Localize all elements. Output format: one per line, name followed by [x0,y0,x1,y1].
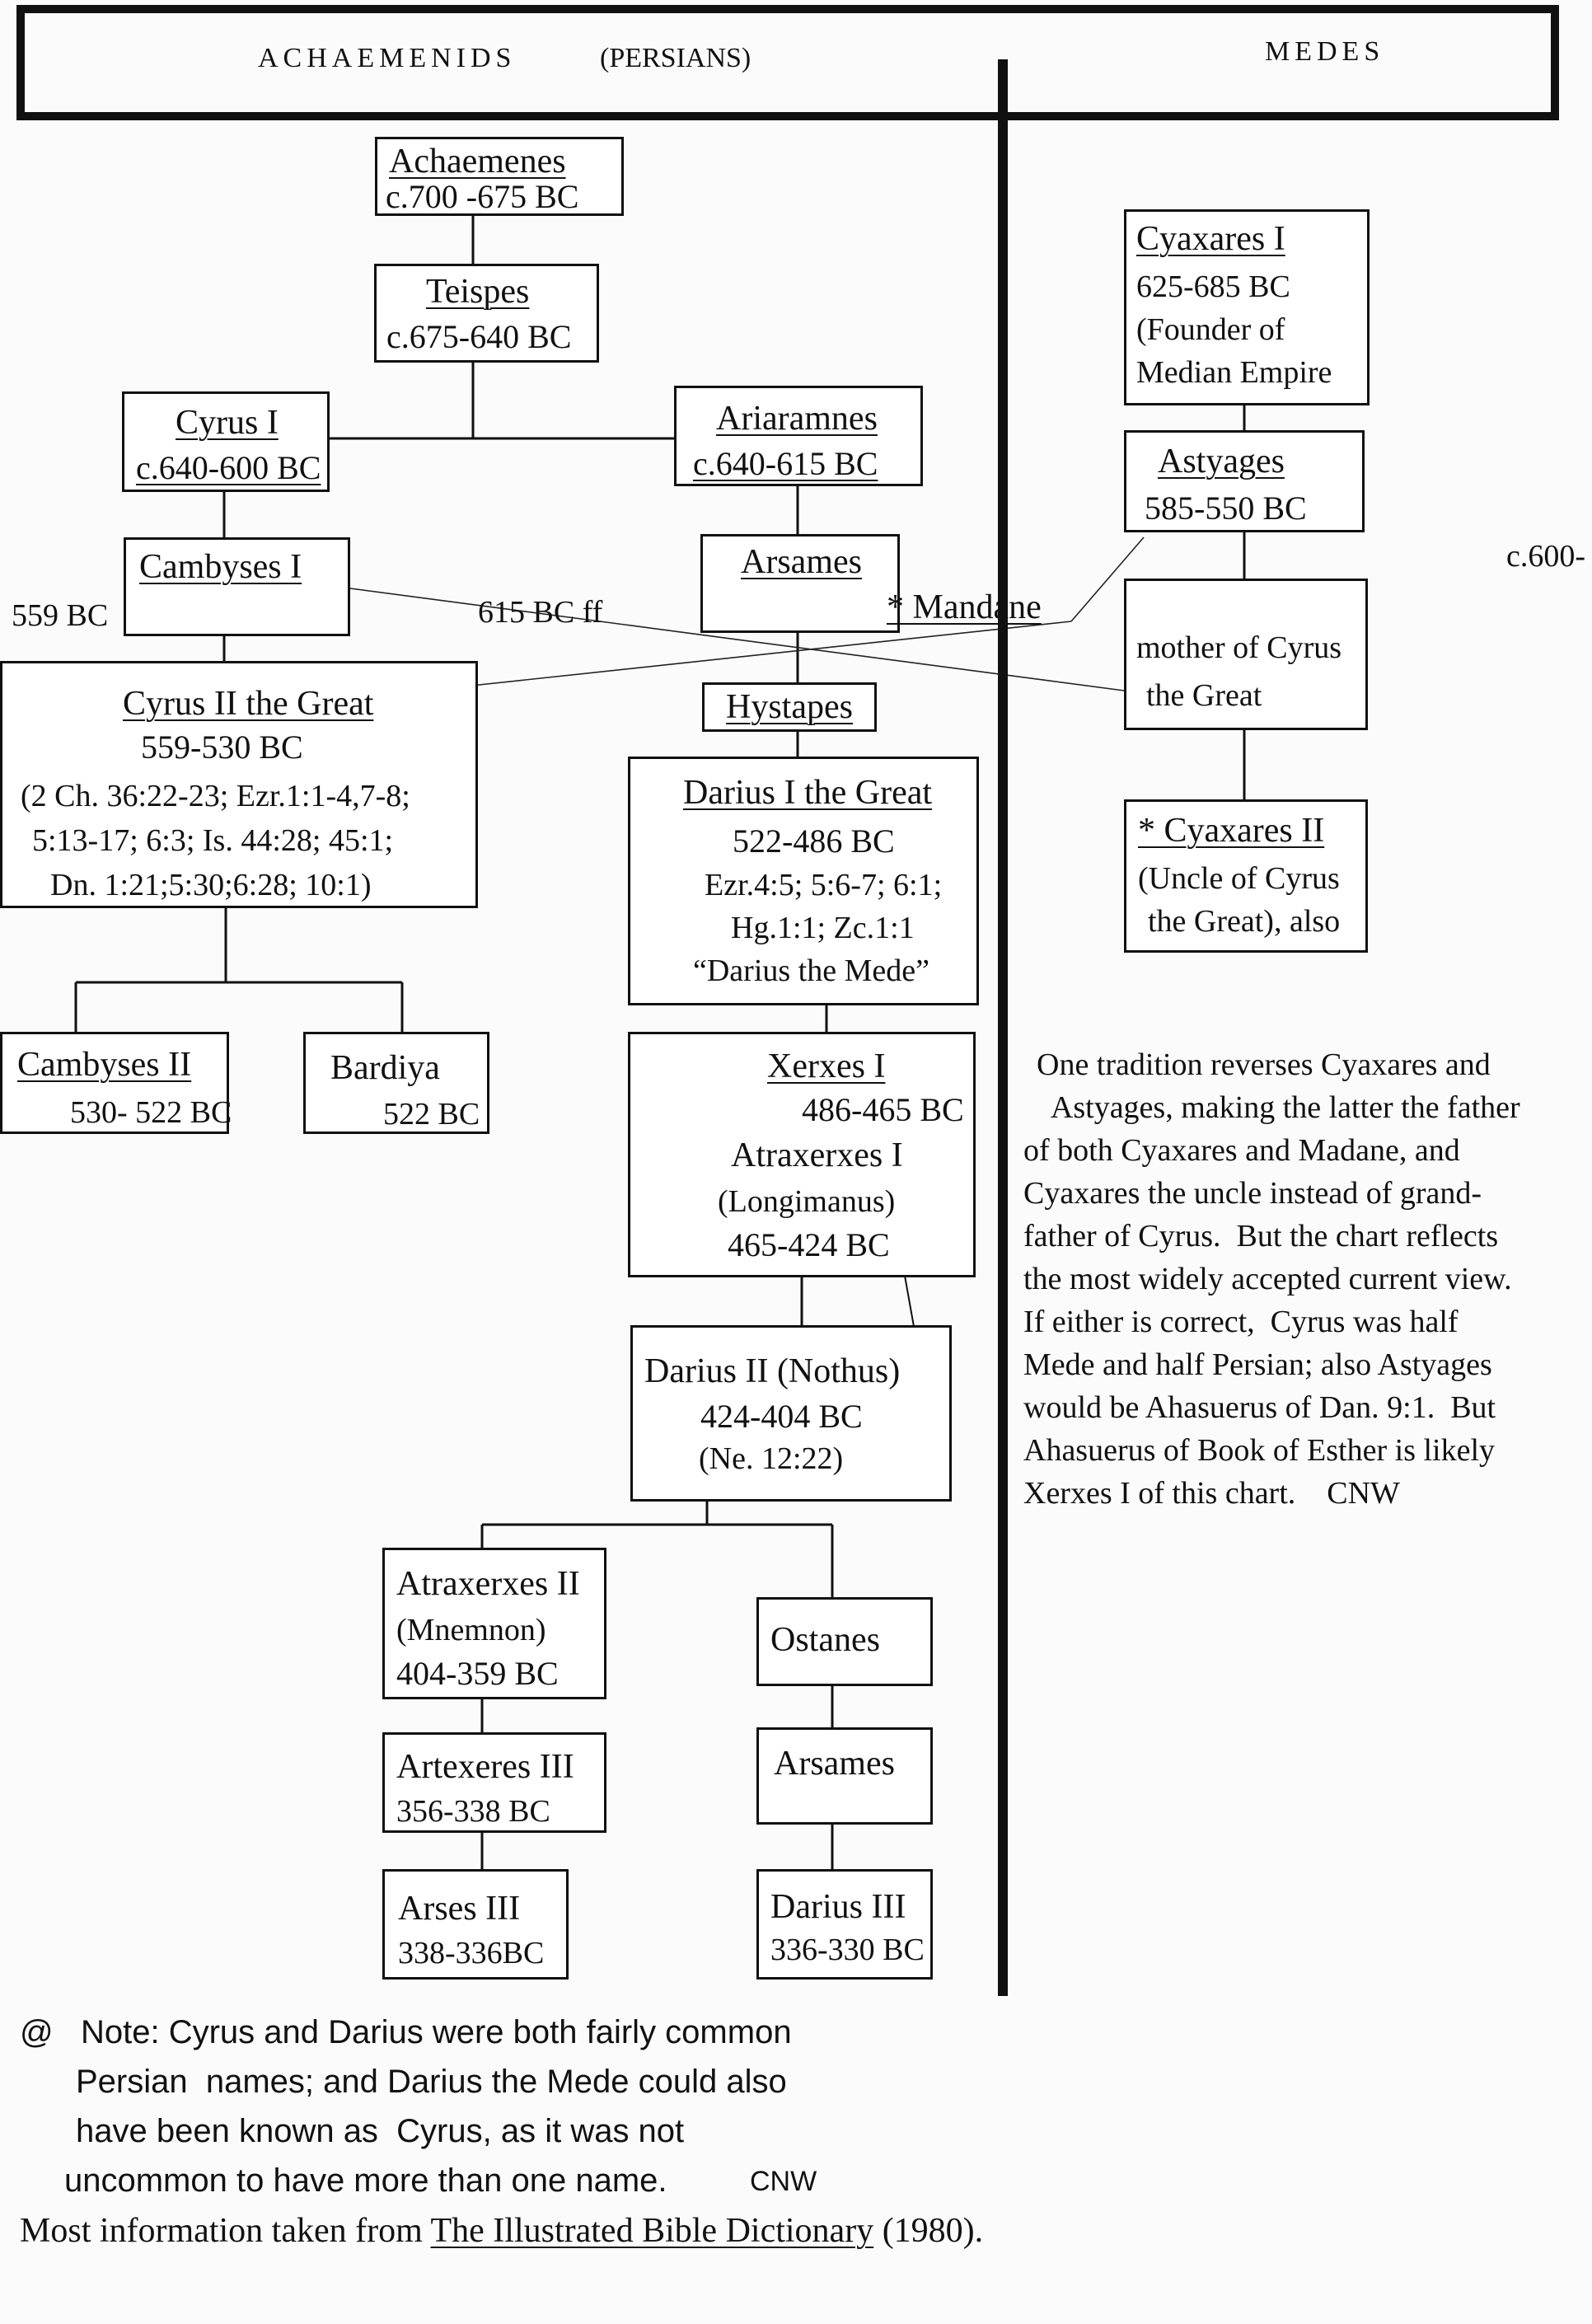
cyaxares-1-line-1: 625-685 BC [1136,269,1290,304]
cyrus-2-ref-1: (2 Ch. 36:22-23; Ezr.1:1-4,7-8; [21,779,410,813]
bardiya-name: Bardiya [330,1049,440,1087]
tradition-line-8: Mede and half Persian; also Astyages [1023,1347,1492,1382]
hystapes-name: Hystapes [726,688,853,726]
box-arsames-2 [756,1727,933,1825]
darius-1-ref-1: Ezr.4:5; 5:6-7; 6:1; [705,868,943,902]
mother-line-2: the Great [1146,678,1262,713]
box-xerxes-1 [628,1032,976,1277]
artaxerxes-1-dates: 465-424 BC [728,1226,890,1263]
darius-3-name: Darius III [770,1888,906,1926]
darius-1-name: Darius I the Great [683,774,933,812]
cyaxares-2-name: * Cyaxares II [1138,812,1325,850]
box-bardiya [303,1032,489,1134]
teispes-name: Teispes [426,273,530,311]
teispes-dates: c.675-640 BC [386,318,572,355]
artexeres-3-dates: 356-338 BC [396,1794,550,1829]
box-arses-3 [382,1869,569,1980]
cambyses-2-name: Cambyses II [17,1046,192,1084]
darius-2-dates: 424-404 BC [700,1398,863,1435]
box-astyages [1124,430,1365,532]
box-darius-2 [630,1325,952,1502]
darius-1-ref-2: Hg.1:1; Zc.1:1 [731,911,915,945]
header-left-subtitle: (PERSIANS) [600,43,752,73]
box-artexeres-3 [382,1732,606,1833]
arsames-2-name: Arsames [774,1745,895,1783]
tradition-line-1: One tradition reverses Cyaxares and [1037,1047,1491,1082]
mandane-label: * Mandane [887,588,1042,626]
box-cyaxares-2 [1124,799,1368,953]
darius-3-dates: 336-330 BC [770,1933,925,1967]
darius-2-name: Darius II (Nothus) [644,1352,901,1390]
ariaramnes-name: Ariaramnes [716,400,878,438]
cyrus-1-name: Cyrus I [176,404,279,442]
arses-3-name: Arses III [398,1890,521,1928]
box-artaxerxes-2 [382,1548,606,1699]
footer-marker: @ [20,2014,54,2050]
box-cyrus-2 [0,661,478,908]
box-darius-3 [756,1869,933,1980]
cyaxares-1-line-2: (Founder of [1136,312,1285,347]
astyages-dates: 585-550 BC [1145,490,1307,527]
tradition-line-9: would be Ahasuerus of Dan. 9:1. But [1023,1390,1496,1425]
label-615-bc: 615 BC ff [478,595,603,630]
label-559-bc: 559 BC [12,598,109,633]
footer-line-1: Note: Cyrus and Darius were both fairly common [81,2014,792,2050]
box-teispes [374,264,599,363]
box-achaemenes [375,137,624,216]
cyaxares-2-line-2: the Great), also [1148,904,1341,939]
box-cambyses-2 [0,1032,232,1134]
tradition-line-6: the most widely accepted current view. [1023,1262,1512,1296]
box-ariaramnes [674,386,923,486]
arsames-name: Arsames [741,543,862,581]
tradition-line-5: father of Cyrus. But the chart reflects [1023,1219,1499,1253]
artexeres-3-name: Artexeres III [396,1748,574,1786]
cyrus-1-dates: c.640-600 BC [136,449,321,486]
cambyses-2-dates: 530- 522 BC [70,1095,232,1130]
artaxerxes-2-alias: (Mnemnon) [396,1613,546,1647]
cyaxares-2-line-1: (Uncle of Cyrus [1138,861,1340,896]
achaemenes-name: Achaemenes [389,143,566,180]
footer-source-suffix: (1980). [873,2212,984,2250]
xerxes-1-dates: 486-465 BC [802,1091,964,1128]
box-cyaxares-1 [1124,209,1370,405]
tradition-line-3: of both Cyaxares and Madane, and [1023,1133,1460,1168]
tradition-line-11: Xerxes I of this chart. CNW [1023,1476,1400,1511]
box-cyrus-1 [122,391,330,492]
footer-source-prefix: Most information taken from [20,2212,423,2250]
tradition-line-4: Cyaxares the uncle instead of grand- [1023,1176,1482,1211]
arses-3-dates: 338-336BC [398,1936,545,1970]
box-hystapes [702,682,877,732]
tradition-line-10: Ahasuerus of Book of Esther is likely [1023,1433,1496,1468]
ariaramnes-dates: c.640-615 BC [693,445,878,482]
bardiya-dates: 522 BC [383,1097,480,1132]
darius-1-ref-3: “Darius the Mede” [693,953,929,988]
artaxerxes-2-name: Atraxerxes II [396,1565,580,1603]
cyrus-2-name: Cyrus II the Great [123,685,374,723]
cambyses-1-name: Cambyses I [139,548,302,586]
cyrus-2-dates: 559-530 BC [141,729,303,766]
footer-source-title: The Illustrated Bible Dictionary [430,2212,874,2250]
footer-line-4: uncommon to have more than one name. [64,2162,667,2199]
darius-1-dates: 522-486 BC [733,822,895,860]
footer-line-2: Persian names; and Darius the Mede could also [76,2064,787,2100]
box-cambyses-1 [124,537,350,636]
footer-line-3: have been known as Cyrus, as it was not [76,2113,685,2149]
cyrus-2-ref-3: Dn. 1:21;5:30;6:28; 10:1) [50,868,372,902]
mother-line-1: mother of Cyrus [1136,630,1342,665]
header-left-title: ACHAEMENIDS [258,43,517,73]
xerxes-1-name: Xerxes I [767,1047,886,1085]
cyrus-2-ref-2: 5:13-17; 6:3; Is. 44:28; 45:1; [32,823,394,858]
footer-source [20,2214,983,2248]
artaxerxes-1-name: Atraxerxes I [731,1136,903,1174]
box-mother-of-cyrus [1124,579,1368,730]
artaxerxes-1-alias: (Longimanus) [718,1184,896,1219]
cyaxares-1-line-3: Median Empire [1136,355,1332,390]
artaxerxes-2-dates: 404-359 BC [396,1655,559,1692]
ostanes-name: Ostanes [770,1621,880,1659]
label-c600: c.600- [1506,539,1586,574]
box-ostanes [756,1597,933,1686]
achaemenes-dates: c.700 -675 BC [386,178,579,215]
box-darius-1 [628,757,979,1005]
header-right-title: MEDES [1265,36,1385,67]
divider-bar [998,59,1008,1996]
astyages-name: Astyages [1158,443,1285,480]
footer-signature: CNW [750,2166,817,2197]
box-arsames [700,534,900,633]
tradition-line-2: Astyages, making the latter the father [1037,1090,1520,1125]
cyaxares-1-name: Cyaxares I [1136,220,1285,258]
darius-2-ref: (Ne. 12:22) [699,1441,844,1476]
tradition-line-7: If either is correct, Cyrus was half [1023,1305,1459,1339]
